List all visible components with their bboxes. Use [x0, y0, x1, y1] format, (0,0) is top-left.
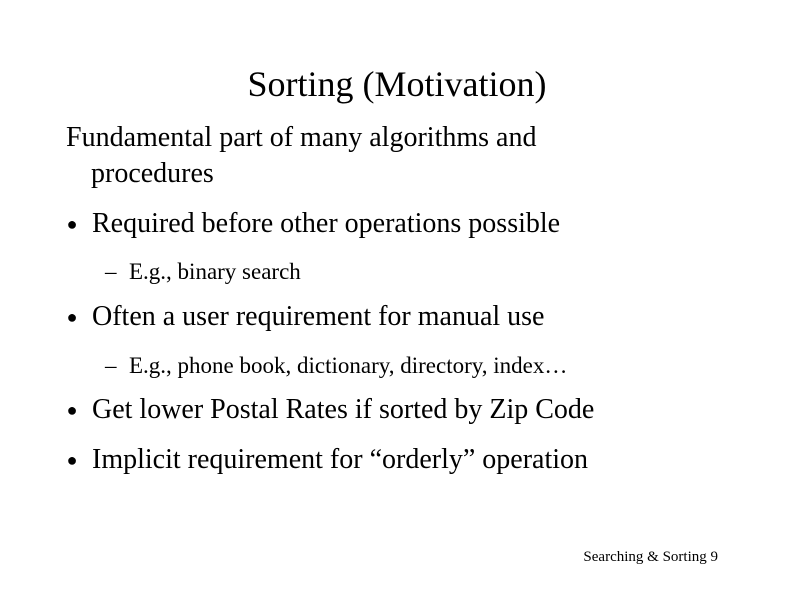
bullet-dot-icon: ● [66, 450, 78, 470]
bullet-item-1 [0, 204, 794, 244]
dash-icon: – [105, 353, 117, 378]
slide-footer: Searching & Sorting 9 [583, 549, 718, 565]
intro-line-2: procedures [91, 158, 214, 189]
intro-line-1: Fundamental part of many algorithms and [66, 122, 537, 153]
dash-icon: – [105, 259, 117, 284]
bullet-item-3 [0, 390, 794, 430]
slide-title: Sorting (Motivation) [247, 64, 547, 104]
bullet-item-2 [0, 297, 794, 337]
bullet-text: Required before other operations possible [92, 208, 561, 239]
intro-text [66, 120, 746, 192]
bullet-dot-icon: ● [66, 214, 78, 234]
sub-item-text: E.g., binary search [129, 259, 301, 284]
sub-item-1 [0, 257, 794, 287]
sub-item-2 [0, 351, 794, 381]
bullet-text: Get lower Postal Rates if sorted by Zip Code [92, 394, 595, 425]
sub-item-text: E.g., phone book, dictionary, directory, index… [129, 353, 568, 378]
bullet-item-4 [0, 440, 794, 480]
bullet-dot-icon: ● [66, 400, 78, 420]
bullet-dot-icon: ● [66, 307, 78, 327]
bullet-text: Implicit requirement for “orderly” operation [92, 444, 589, 475]
bullet-text: Often a user requirement for manual use [92, 301, 545, 332]
